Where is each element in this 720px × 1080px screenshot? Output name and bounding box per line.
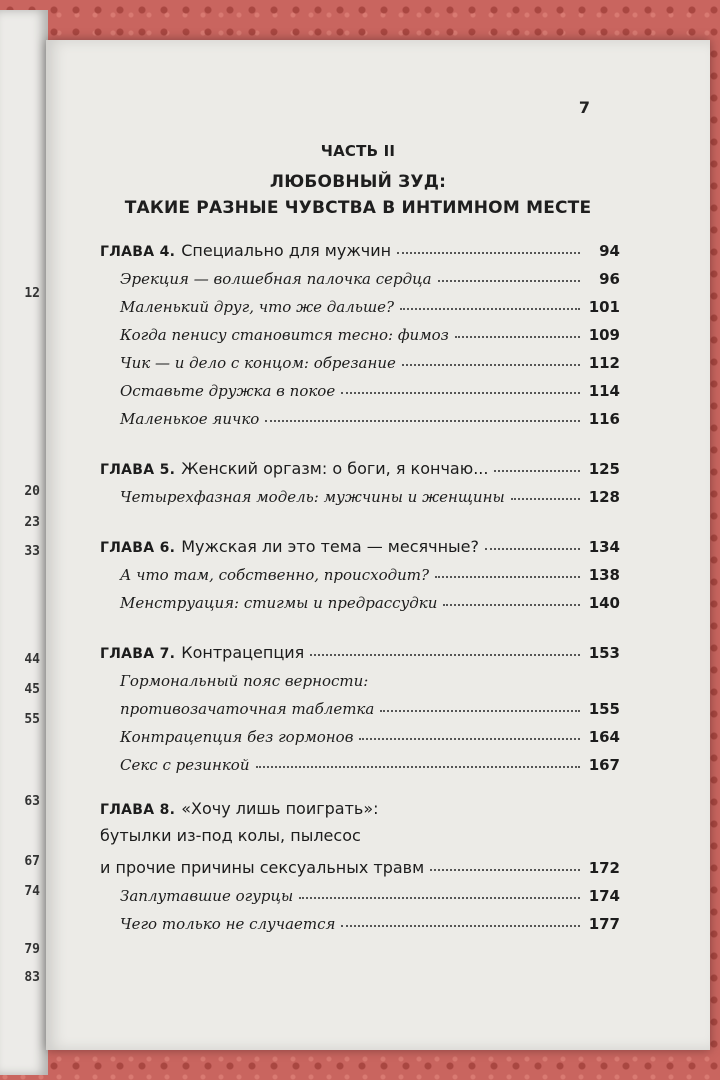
- table-of-contents: [100, 232, 620, 955]
- left-page-number: 83: [24, 970, 40, 985]
- leader-dots: [397, 251, 580, 254]
- toc-subentry[interactable]: [100, 316, 620, 344]
- chapter-title-line2: бутылки из-под колы, пылесос: [100, 826, 361, 845]
- chapter-title: Контрацепция: [181, 643, 305, 662]
- toc-subentry[interactable]: [100, 344, 620, 372]
- leader-dots: [485, 547, 580, 550]
- page-ref: 112: [588, 354, 620, 372]
- page-ref: 134: [588, 538, 620, 556]
- section-title: Чего только не случается: [120, 915, 336, 933]
- toc-entry[interactable]: [100, 849, 620, 877]
- page-ref: 96: [599, 270, 620, 288]
- chapter-7: [100, 634, 620, 774]
- section-title: Маленькое яичко: [120, 410, 260, 428]
- left-page-number: 20: [24, 484, 40, 499]
- leader-dots: [402, 363, 580, 366]
- section-title: противозачаточная таблетка: [120, 700, 375, 718]
- part-heading: ЧАСТЬ II: [320, 142, 396, 160]
- chapter-title-line1: «Хочу лишь поиграть»:: [181, 799, 379, 818]
- chapter-prefix: ГЛАВА 4.: [100, 244, 176, 260]
- left-page-number: 23: [24, 515, 40, 530]
- left-page-number: 55: [24, 712, 40, 727]
- page-ref: 153: [588, 644, 620, 662]
- chapter-prefix: ГЛАВА 6.: [100, 540, 176, 556]
- page-ref: 177: [588, 915, 620, 933]
- left-page-number: 63: [24, 794, 40, 809]
- section-title: Заплутавшие огурцы: [120, 887, 294, 905]
- chapter-6: [100, 528, 620, 612]
- leader-dots: [438, 279, 580, 282]
- part-title-line1: ЛЮБОВНЫЙ ЗУД:: [269, 172, 447, 192]
- section-title: Чик — и дело с концом: обрезание: [120, 354, 396, 372]
- chapter-title: и прочие причины сексуальных травм: [100, 858, 425, 877]
- chapter-8: [100, 796, 620, 933]
- toc-subentry[interactable]: [100, 372, 620, 400]
- chapter-prefix: ГЛАВА 8.: [100, 802, 176, 818]
- section-title: Менструация: стигмы и предрассудки: [120, 594, 438, 612]
- toc-subentry[interactable]: [100, 260, 620, 288]
- left-page-number: 33: [24, 544, 40, 559]
- book-page: [46, 40, 710, 1050]
- left-page-number: 12: [24, 286, 40, 301]
- section-title-line: Гормональный пояс верности:: [120, 672, 369, 690]
- page-ref: 109: [588, 326, 620, 344]
- toc-entry[interactable]: [100, 450, 620, 478]
- page-ref: 125: [588, 460, 620, 478]
- leader-dots: [341, 391, 580, 394]
- toc-subentry-line: [100, 662, 620, 690]
- page-ref: 174: [588, 887, 620, 905]
- left-page-number: 44: [24, 652, 40, 667]
- toc-subentry[interactable]: [100, 288, 620, 316]
- toc-subentry[interactable]: [100, 584, 620, 612]
- page-ref: 172: [588, 859, 620, 877]
- leader-dots: [380, 709, 580, 712]
- leader-dots: [256, 765, 581, 768]
- page-ref: 94: [599, 242, 620, 260]
- toc-subentry[interactable]: [100, 718, 620, 746]
- leader-dots: [511, 497, 580, 500]
- leader-dots: [359, 737, 580, 740]
- section-title: Оставьте дружка в покое: [120, 382, 336, 400]
- page-ref: 128: [588, 488, 620, 506]
- toc-subentry[interactable]: [100, 905, 620, 933]
- leader-dots: [443, 603, 580, 606]
- leader-dots: [455, 335, 580, 338]
- chapter-4: [100, 232, 620, 428]
- leader-dots: [299, 896, 580, 899]
- section-title: А что там, собственно, происходит?: [120, 566, 430, 584]
- section-title: Маленький друг, что же дальше?: [120, 298, 395, 316]
- left-page-number: 45: [24, 682, 40, 697]
- page-ref: 114: [588, 382, 620, 400]
- toc-entry[interactable]: [100, 232, 620, 260]
- chapter-prefix: ГЛАВА 7.: [100, 646, 176, 662]
- toc-subentry[interactable]: [100, 690, 620, 718]
- chapter-title: Мужская ли это тема — месячные?: [181, 537, 480, 556]
- leader-dots: [494, 469, 580, 472]
- page-ref: 164: [588, 728, 620, 746]
- chapter-prefix: ГЛАВА 5.: [100, 462, 176, 478]
- page-ref: 167: [588, 756, 620, 774]
- page-ref: 138: [588, 566, 620, 584]
- toc-subentry[interactable]: [100, 746, 620, 774]
- page-number: 7: [578, 98, 590, 117]
- part-title-line2: ТАКИЕ РАЗНЫЕ ЧУВСТВА В ИНТИМНОМ МЕСТЕ: [124, 198, 592, 218]
- page-ref: 101: [588, 298, 620, 316]
- leader-dots: [265, 419, 580, 422]
- chapter-title: Специально для мужчин: [181, 241, 392, 260]
- chapter-5: [100, 450, 620, 506]
- toc-subentry[interactable]: [100, 877, 620, 905]
- toc-entry[interactable]: [100, 528, 620, 556]
- leader-dots: [400, 307, 580, 310]
- leader-dots: [341, 924, 580, 927]
- section-title: Контрацепция без гормонов: [120, 728, 354, 746]
- left-page-edge: [0, 10, 48, 1075]
- toc-entry[interactable]: [100, 634, 620, 662]
- leader-dots: [435, 575, 580, 578]
- toc-subentry[interactable]: [100, 400, 620, 428]
- section-title: Эрекция — волшебная палочка сердца: [120, 270, 432, 288]
- left-page-number: 67: [24, 854, 40, 869]
- page-ref: 155: [588, 700, 620, 718]
- section-title: Когда пенису становится тесно: фимоз: [120, 326, 449, 344]
- toc-subentry[interactable]: [100, 478, 620, 506]
- section-title: Четырехфазная модель: мужчины и женщины: [120, 488, 505, 506]
- left-page-number: 74: [24, 884, 40, 899]
- leader-dots: [310, 653, 580, 656]
- page-ref: 116: [588, 410, 620, 428]
- section-title: Секс с резинкой: [120, 756, 250, 774]
- leader-dots: [430, 868, 580, 871]
- chapter-title: Женский оргазм: о боги, я кончаю...: [181, 459, 489, 478]
- left-page-number: 79: [24, 942, 40, 957]
- chapter-title-line[interactable]: [100, 796, 620, 823]
- page-ref: 140: [588, 594, 620, 612]
- toc-subentry[interactable]: [100, 556, 620, 584]
